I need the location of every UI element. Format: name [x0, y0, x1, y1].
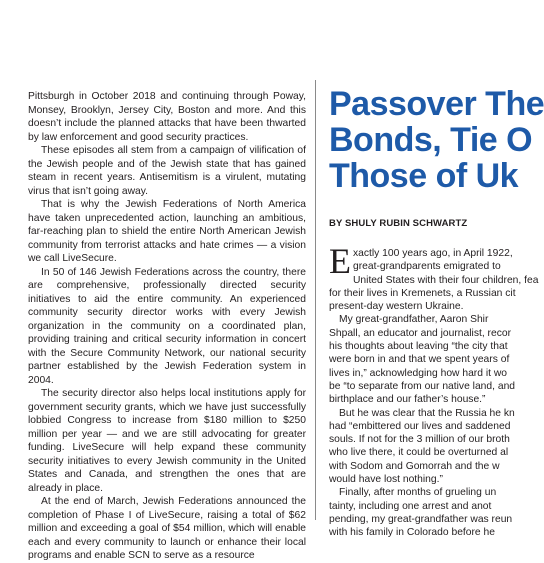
headline-line: Bonds, Tie O [329, 121, 533, 159]
text-line: lives in,” acknowledging how hard it wo [329, 367, 507, 379]
paragraph: At the end of March, Jewish Federations announced the completion of Phase I of LiveSecure, raising a total of $62 million and exceeding a goal of $54 million, which will enable each and every community to launch or enhance their local programs and enable SCN to serve as a resource [28, 496, 306, 561]
paragraph: Pittsburgh in October 2018 and continuing through Poway, Monsey, Brooklyn, Jersey City, Boston and more. And this doesn’t include the planned attacks that have been thwarted by law enforcement and good security practices. [28, 91, 306, 143]
right-article-column [329, 85, 544, 540]
text-line: for their lives in Kremenets, a Russian cit [329, 287, 516, 299]
paragraph: These episodes all stem from a campaign of vilification of the Jewish people and of the Jewish state that has gained steam in recent years. Antisemitism is a virulent, mutating virus that isn’t going away. [28, 145, 306, 197]
text-line: But he was clear that the Russia he kn [339, 407, 515, 419]
headline-line: Those of Uk [329, 157, 519, 195]
text-line: be “to separate from our native land, and [329, 380, 516, 392]
text-line: present-day western Ukraine. [329, 301, 464, 313]
text-line: United States with their four children, fea [353, 274, 539, 286]
text-line: would have lost nothing.” [329, 474, 443, 486]
text-line: xactly 100 years ago, in April 1922, [353, 248, 513, 259]
text-line: who live there, it could be overturned al [329, 447, 509, 459]
text-line: tainty, including one arrest and anot [329, 500, 492, 512]
text-line: Finally, after months of grueling un [339, 487, 497, 499]
left-article-column [28, 90, 306, 563]
text-line: souls. If not for the 3 million of our broth [329, 434, 510, 446]
article-headline [329, 85, 544, 195]
text-line: were born in and that we spent years of [329, 354, 510, 366]
text-line: had “embittered our lives and saddened [329, 420, 511, 432]
text-line: his thoughts about leaving “the city that [329, 341, 508, 353]
paragraph: In 50 of 146 Jewish Federations across the country, there are comprehensive, professionally directed security initiatives to aid the entire community. An experienced community security director works with every Jewish organization in the community on a coordinated plan, providing training and critical security information in concert with the Secure Community Network, our national security partner established by the Jewish Federation system in 2004. [28, 266, 306, 386]
article-body [329, 241, 539, 540]
headline-line: Passover The [329, 85, 544, 123]
text-line: My great-grandfather, Aaron Shir [339, 314, 489, 326]
paragraph: The security director also helps local institutions apply for government security grants, which we have just successfully lobbied Congress to increase from $180 million to $250 million per year — and we are still advocating for greater funding. LiveSecure will help expand these community security initiatives to every Jewish community in the United States and Canada, and strengthen the ones that are already in place. [28, 388, 306, 494]
column-divider [315, 80, 316, 520]
text-line: birthplace and our father’s house.” [329, 394, 486, 406]
text-line: great-grandparents emigrated to [353, 261, 501, 273]
paragraph: That is why the Jewish Federations of North America have taken unprecedented action, launching an ambitious, far-reaching plan to shield the entire North American Jewish community from terrorist attacks and hate crimes — a vision we call LiveSecure. [28, 199, 306, 264]
text-line: with his family in Colorado before he [329, 527, 495, 539]
text-line: with Sodom and Gomorrah and the w [329, 460, 500, 472]
drop-cap: E [329, 241, 351, 281]
text-line: Shpall, an educator and journalist, recor [329, 327, 512, 339]
text-line: pending, my great-grandfather was reun [329, 513, 513, 525]
byline: BY SHULY RUBIN SCHWARTZ [329, 218, 468, 229]
